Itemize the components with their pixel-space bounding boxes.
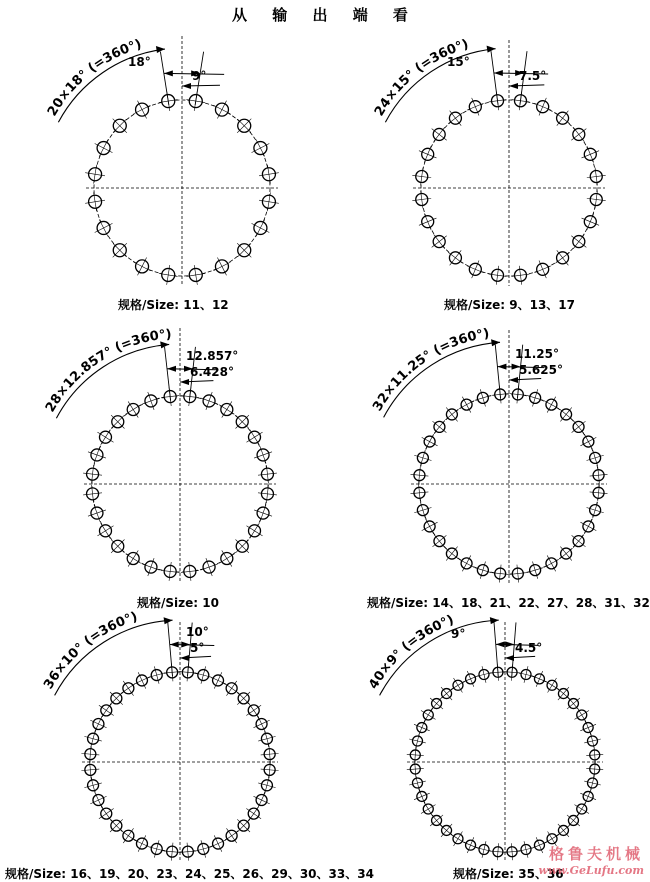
bolt-hole: [111, 415, 124, 428]
bolt-hole: [440, 687, 452, 700]
bolt-hole: [213, 101, 230, 119]
bolt-hole: [88, 505, 106, 522]
bolt-hole: [148, 666, 164, 683]
size-caption-d5: 规格/Size: 16、19、20、23、24、25、26、29、30、33、34: [5, 867, 374, 881]
pitch-angle-label: 12.857°: [186, 349, 239, 363]
arrow-head: [509, 83, 518, 89]
bolt-hole: [236, 415, 249, 428]
watermark-url: www.GeLufu.com: [538, 864, 644, 877]
bolt-hole: [451, 678, 465, 692]
bolt-hole: [571, 127, 586, 141]
arrow-head: [180, 379, 189, 385]
arrow-head: [170, 641, 179, 647]
bolt-hole: [81, 746, 99, 763]
bolt-hole: [475, 389, 491, 406]
arrow-head: [496, 641, 505, 647]
half-angle-label: 6.428°: [190, 365, 234, 379]
bolt-hole: [186, 265, 205, 285]
arrow-head: [180, 655, 189, 661]
bolt-hole: [409, 775, 426, 791]
bolt-hole: [448, 250, 462, 265]
bolt-hole: [448, 111, 462, 126]
arrow-head: [505, 641, 514, 647]
bolt-hole: [527, 389, 543, 406]
bolt-hole: [430, 697, 443, 709]
bolt-hole: [225, 828, 239, 843]
bolt-hole: [432, 535, 446, 548]
bolt-hole: [590, 484, 608, 501]
bolt-hole: [237, 119, 251, 133]
formula-label: 20×18° (=360°): [45, 36, 144, 119]
bolt-hole: [571, 234, 586, 248]
arrow-head: [509, 377, 518, 383]
bolt-hole: [210, 672, 225, 688]
bolt-hole: [580, 519, 596, 534]
half-angle-label: 9°: [192, 69, 207, 83]
bolt-hole: [489, 266, 507, 285]
bolt-hole: [584, 775, 601, 791]
bolt-hole: [445, 547, 458, 561]
bolt-hole: [421, 708, 435, 722]
bolt-hole: [246, 703, 261, 717]
bolt-hole: [534, 261, 551, 279]
bolt-hole: [459, 397, 474, 413]
bolt-hole: [432, 234, 447, 248]
half-angle-label: 5°: [190, 641, 205, 655]
bolt-hole: [407, 761, 424, 777]
bolt-hole: [414, 720, 430, 735]
bolt-hole: [258, 730, 275, 746]
bolt-hole: [572, 535, 586, 548]
bolt-hole: [580, 434, 596, 449]
bolt-hole: [492, 565, 509, 583]
bolt-hole: [440, 824, 452, 837]
arrow-head: [164, 70, 173, 76]
bolt-hole: [213, 257, 230, 275]
formula-label: 40×9° (=360°): [366, 612, 456, 692]
bolt-hole: [586, 761, 603, 777]
bolt-hole: [414, 502, 431, 518]
half-angle-label: 4.5°: [515, 641, 543, 655]
bolt-hole: [110, 692, 123, 705]
diagram-d1: [45, 36, 279, 286]
diagram-d4: [370, 326, 607, 584]
bolt-hole: [463, 671, 478, 687]
bolt-hole: [201, 392, 218, 410]
bolt-hole: [142, 392, 159, 410]
bolt-hole: [586, 747, 603, 763]
bolt-hole: [421, 802, 435, 816]
bolt-hole: [195, 666, 211, 683]
bolt-hole: [412, 168, 431, 186]
bolt-hole: [253, 716, 269, 731]
bolt-hole: [407, 747, 424, 763]
formula-label: 32×11.25° (=360°): [370, 326, 491, 414]
bolt-hole: [419, 146, 437, 163]
bolt-hole: [476, 666, 492, 683]
bolt-hole: [134, 835, 149, 851]
bolt-hole: [544, 555, 559, 571]
bolt-hole: [432, 420, 446, 433]
bolt-hole: [258, 485, 277, 503]
half-angle-label: 5.625°: [519, 363, 563, 377]
bolt-hole: [251, 219, 269, 236]
size-caption-d3: 规格/Size: 10: [137, 596, 219, 610]
bolt-hole: [544, 397, 559, 413]
bolt-hole: [121, 828, 135, 843]
bolt-hole: [409, 733, 426, 749]
arrow-head: [181, 641, 190, 647]
arrow-head: [167, 366, 176, 372]
bolt-hole: [236, 540, 249, 553]
bolt-hole: [475, 562, 491, 579]
diagram-d2: [372, 37, 606, 286]
bolt-hole: [246, 430, 262, 445]
bolt-hole: [555, 250, 569, 265]
bolt-hole: [584, 733, 601, 749]
bolt-hole: [574, 802, 588, 816]
bolt-hole: [95, 219, 113, 236]
bolt-hole: [518, 666, 534, 683]
bolt-hole: [467, 261, 484, 279]
bolt-hole: [253, 792, 269, 807]
bolt-hole: [251, 140, 269, 157]
bolt-hole: [159, 265, 178, 285]
bolt-hole: [134, 101, 151, 119]
bolt-hole: [534, 98, 551, 116]
bolt-hole: [518, 841, 534, 858]
bolt-hole: [557, 687, 569, 700]
bolt-hole: [258, 777, 275, 793]
bolt-hole: [582, 213, 600, 230]
bolt-hole: [587, 191, 606, 209]
bolt-hole: [225, 681, 239, 696]
bolt-hole: [85, 165, 105, 184]
bolt-hole: [463, 837, 478, 853]
bolt-hole: [414, 450, 431, 466]
bolt-hole: [148, 840, 164, 857]
bolt-hole: [121, 681, 135, 696]
bolt-hole: [587, 168, 606, 186]
bolt-hole: [88, 446, 106, 463]
bolt-hole: [126, 401, 141, 417]
bolt-hole: [567, 814, 580, 826]
bolt-hole: [164, 843, 181, 861]
watermark-text: 格鲁夫机械: [548, 845, 644, 863]
bolt-hole: [111, 540, 124, 553]
bolt-hole: [545, 678, 559, 692]
bolt-hole: [90, 716, 106, 731]
pitch-angle-label: 9°: [451, 627, 466, 641]
bolt-hole: [572, 420, 586, 433]
bolt-hole: [237, 243, 251, 257]
bolt-hole: [126, 550, 141, 566]
bolt-hole: [527, 562, 543, 579]
watermark: [539, 843, 645, 877]
bolt-hole: [430, 814, 443, 826]
size-caption-d6: 规格/Size: 35、36: [453, 867, 564, 881]
bolt-hole: [259, 165, 279, 184]
bolt-hole: [560, 547, 573, 561]
bolt-hole: [85, 192, 105, 211]
bolt-hole: [451, 831, 465, 845]
arrow-head: [505, 655, 514, 661]
bolt-hole: [504, 843, 520, 860]
bolt-hole: [99, 703, 114, 717]
bolt-hole: [445, 407, 458, 421]
bolt-hole: [210, 835, 225, 851]
page-title: 从 输 出 端 看: [232, 6, 418, 24]
formula-label: 24×15° (=360°): [372, 36, 471, 119]
bolt-hole: [422, 434, 438, 449]
bolt-hole: [567, 697, 580, 709]
bolt-hole: [83, 465, 102, 483]
size-caption-d4: 规格/Size: 14、18、21、22、27、28、31、32: [367, 596, 650, 610]
bolt-hole: [134, 257, 151, 275]
bolt-hole: [580, 789, 596, 804]
bolt-hole: [476, 841, 492, 858]
bolt-hole: [410, 467, 428, 484]
bolt-hole: [574, 708, 588, 722]
bolt-hole: [97, 523, 113, 538]
bolt-hole: [422, 519, 438, 534]
bolt-hole: [555, 111, 569, 126]
size-caption-d1: 规格/Size: 11、12: [118, 298, 229, 312]
bolt-hole: [254, 446, 272, 463]
diagram-d3: [43, 327, 277, 582]
bolt-hole: [84, 777, 101, 793]
bolt-hole: [557, 824, 569, 837]
bolt-hole: [414, 789, 430, 804]
arrow-head: [494, 70, 503, 76]
bolt-hole: [179, 843, 196, 861]
bolt-hole: [412, 191, 431, 209]
bolt-hole: [532, 671, 547, 687]
bolt-hole: [587, 502, 604, 518]
bolt-hole: [95, 140, 113, 157]
formula-label: 36×10° (=360°): [41, 609, 140, 692]
arrow-head: [182, 83, 191, 89]
bolt-hole: [432, 127, 447, 141]
bolt-hole: [261, 761, 279, 778]
pitch-angle-label: 15°: [447, 55, 470, 69]
bolt-hole: [410, 484, 428, 501]
bolt-hole: [83, 485, 102, 503]
bolt-hole: [84, 730, 101, 746]
bolt-hole: [113, 119, 127, 133]
bolt-hole: [201, 558, 218, 576]
size-caption-d2: 规格/Size: 9、13、17: [444, 298, 575, 312]
bolt-hole: [258, 465, 277, 483]
bolt-hole: [590, 467, 608, 484]
bolt-hole: [246, 807, 261, 821]
formula-label: 28×12.857° (=360°): [43, 327, 173, 415]
bolt-hole: [587, 450, 604, 466]
bolt-hole: [582, 146, 600, 163]
bolt-hole: [219, 550, 234, 566]
bolt-hole: [134, 672, 149, 688]
bolt-hole: [237, 692, 250, 705]
bolt-hole: [99, 807, 114, 821]
pitch-angle-label: 18°: [128, 55, 151, 69]
bolt-hole: [459, 555, 474, 571]
bolt-hole: [195, 840, 211, 857]
bolt-hole: [181, 562, 199, 581]
bolt-hole: [254, 505, 272, 522]
bolt-hole: [97, 430, 113, 445]
bolt-hole: [512, 266, 530, 285]
bolt-hole: [261, 746, 279, 763]
bolt-hole: [161, 562, 179, 581]
bolt-hole: [580, 720, 596, 735]
arrow-head: [497, 364, 506, 370]
bolt-hole: [246, 523, 262, 538]
diagram-d6: [366, 613, 603, 862]
bolt-hole: [467, 98, 484, 116]
bolt-hole: [509, 565, 526, 583]
bolt-hole: [113, 243, 127, 257]
bolt-hole: [110, 819, 123, 832]
bolt-hole: [142, 558, 159, 576]
pitch-angle-label: 10°: [186, 625, 209, 639]
half-angle-label: 7.5°: [519, 69, 547, 83]
diagram-d5: [41, 610, 278, 862]
pitch-angle-label: 11.25°: [515, 347, 559, 361]
bolt-hole: [419, 213, 437, 230]
bolt-hole: [90, 792, 106, 807]
bolt-hole: [259, 192, 279, 211]
bolt-hole: [219, 401, 234, 417]
bolt-hole: [560, 407, 573, 421]
bolt-hole: [490, 843, 506, 860]
bolt-hole: [81, 761, 99, 778]
bolt-hole: [237, 819, 250, 832]
